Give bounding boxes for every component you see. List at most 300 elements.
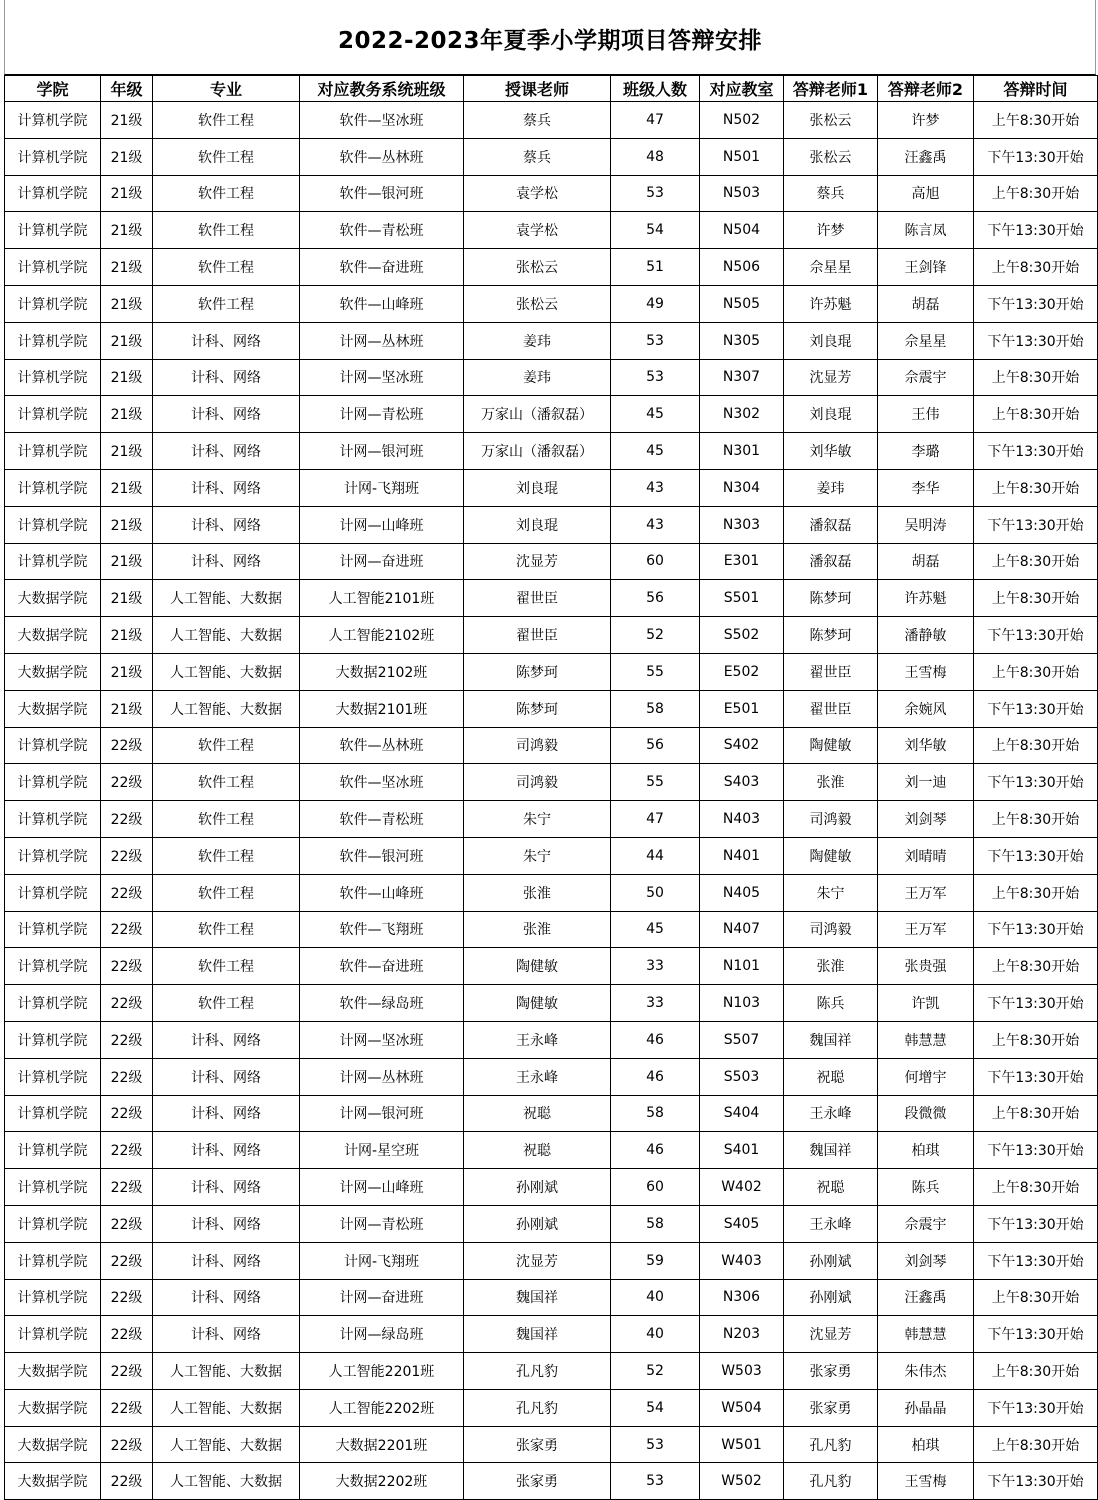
grade-cell: 21级 xyxy=(101,138,153,175)
column-header-grade: 年级 xyxy=(101,76,153,102)
teacher-cell: 张家勇 xyxy=(464,1426,611,1463)
classroom-cell: N103 xyxy=(700,985,784,1022)
defense-time-cell: 上午8:30开始 xyxy=(974,396,1098,433)
table-row xyxy=(5,1132,1098,1169)
examiner-1-cell: 翟世臣 xyxy=(784,653,878,690)
teacher-cell: 袁学松 xyxy=(464,212,611,249)
grade-cell: 21级 xyxy=(101,175,153,212)
table-row xyxy=(5,322,1098,359)
examiner-2-cell: 潘静敏 xyxy=(878,617,974,654)
table-row xyxy=(5,396,1098,433)
grade-cell: 21级 xyxy=(101,322,153,359)
college-cell: 计算机学院 xyxy=(5,874,101,911)
college-cell: 计算机学院 xyxy=(5,175,101,212)
defense-time-cell: 下午13:30开始 xyxy=(974,911,1098,948)
examiner-1-cell: 张家勇 xyxy=(784,1353,878,1390)
classroom-cell: N302 xyxy=(700,396,784,433)
table-row xyxy=(5,1169,1098,1206)
table-row xyxy=(5,837,1098,874)
column-header-examiner-1: 答辩老师1 xyxy=(784,76,878,102)
college-cell: 计算机学院 xyxy=(5,285,101,322)
college-cell: 大数据学院 xyxy=(5,690,101,727)
college-cell: 大数据学院 xyxy=(5,580,101,617)
class-cell: 软件—银河班 xyxy=(300,175,464,212)
table-row xyxy=(5,1463,1098,1500)
examiner-1-cell: 张松云 xyxy=(784,138,878,175)
teacher-cell: 姜玮 xyxy=(464,359,611,396)
examiner-2-cell: 李华 xyxy=(878,469,974,506)
major-cell: 软件工程 xyxy=(153,985,300,1022)
college-cell: 计算机学院 xyxy=(5,1205,101,1242)
teacher-cell: 祝聪 xyxy=(464,1132,611,1169)
defense-time-cell: 上午8:30开始 xyxy=(974,1353,1098,1390)
examiner-2-cell: 韩慧慧 xyxy=(878,1316,974,1353)
classroom-cell: N502 xyxy=(700,102,784,139)
examiner-2-cell: 王万军 xyxy=(878,874,974,911)
grade-cell: 22级 xyxy=(101,1389,153,1426)
table-row xyxy=(5,617,1098,654)
defense-time-cell: 下午13:30开始 xyxy=(974,322,1098,359)
table-row xyxy=(5,1095,1098,1132)
classroom-cell: E301 xyxy=(700,543,784,580)
table-row xyxy=(5,727,1098,764)
defense-time-cell: 上午8:30开始 xyxy=(974,359,1098,396)
examiner-1-cell: 张淮 xyxy=(784,948,878,985)
grade-cell: 22级 xyxy=(101,837,153,874)
teacher-cell: 司鸿毅 xyxy=(464,764,611,801)
examiner-2-cell: 王雪梅 xyxy=(878,1463,974,1500)
grade-cell: 22级 xyxy=(101,1132,153,1169)
teacher-cell: 王永峰 xyxy=(464,1021,611,1058)
major-cell: 人工智能、大数据 xyxy=(153,653,300,690)
table-row xyxy=(5,1021,1098,1058)
examiner-2-cell: 余婉风 xyxy=(878,690,974,727)
class-size-cell: 45 xyxy=(611,433,700,470)
class-cell: 人工智能2102班 xyxy=(300,617,464,654)
major-cell: 计科、网络 xyxy=(153,543,300,580)
major-cell: 软件工程 xyxy=(153,249,300,286)
major-cell: 计科、网络 xyxy=(153,1058,300,1095)
teacher-cell: 翟世臣 xyxy=(464,580,611,617)
classroom-cell: W403 xyxy=(700,1242,784,1279)
defense-time-cell: 上午8:30开始 xyxy=(974,1095,1098,1132)
examiner-1-cell: 魏国祥 xyxy=(784,1132,878,1169)
class-size-cell: 58 xyxy=(611,1095,700,1132)
major-cell: 计科、网络 xyxy=(153,1316,300,1353)
title-bar xyxy=(4,0,1096,75)
defense-time-cell: 下午13:30开始 xyxy=(974,764,1098,801)
teacher-cell: 陶健敏 xyxy=(464,948,611,985)
examiner-1-cell: 沈显芳 xyxy=(784,1316,878,1353)
classroom-cell: E501 xyxy=(700,690,784,727)
defense-time-cell: 下午13:30开始 xyxy=(974,617,1098,654)
college-cell: 计算机学院 xyxy=(5,1316,101,1353)
defense-time-cell: 下午13:30开始 xyxy=(974,1058,1098,1095)
classroom-cell: S507 xyxy=(700,1021,784,1058)
teacher-cell: 魏国祥 xyxy=(464,1279,611,1316)
examiner-2-cell: 陈言凤 xyxy=(878,212,974,249)
classroom-cell: N305 xyxy=(700,322,784,359)
classroom-cell: N503 xyxy=(700,175,784,212)
defense-time-cell: 上午8:30开始 xyxy=(974,874,1098,911)
column-header-college: 学院 xyxy=(5,76,101,102)
major-cell: 计科、网络 xyxy=(153,469,300,506)
examiner-2-cell: 段微微 xyxy=(878,1095,974,1132)
examiner-2-cell: 朱伟杰 xyxy=(878,1353,974,1390)
major-cell: 软件工程 xyxy=(153,285,300,322)
classroom-cell: N403 xyxy=(700,801,784,838)
class-cell: 大数据2101班 xyxy=(300,690,464,727)
examiner-2-cell: 刘剑琴 xyxy=(878,801,974,838)
college-cell: 计算机学院 xyxy=(5,138,101,175)
examiner-1-cell: 王永峰 xyxy=(784,1095,878,1132)
classroom-cell: N303 xyxy=(700,506,784,543)
class-cell: 软件—山峰班 xyxy=(300,285,464,322)
major-cell: 软件工程 xyxy=(153,727,300,764)
major-cell: 人工智能、大数据 xyxy=(153,1426,300,1463)
class-cell: 大数据2102班 xyxy=(300,653,464,690)
college-cell: 计算机学院 xyxy=(5,543,101,580)
class-cell: 计网—坚冰班 xyxy=(300,359,464,396)
table-row xyxy=(5,249,1098,286)
class-size-cell: 53 xyxy=(611,359,700,396)
examiner-2-cell: 王雪梅 xyxy=(878,653,974,690)
classroom-cell: W504 xyxy=(700,1389,784,1426)
examiner-2-cell: 许梦 xyxy=(878,102,974,139)
classroom-cell: S401 xyxy=(700,1132,784,1169)
defense-time-cell: 上午8:30开始 xyxy=(974,727,1098,764)
table-row xyxy=(5,469,1098,506)
class-size-cell: 46 xyxy=(611,1021,700,1058)
defense-time-cell: 上午8:30开始 xyxy=(974,580,1098,617)
examiner-1-cell: 姜玮 xyxy=(784,469,878,506)
teacher-cell: 陈梦珂 xyxy=(464,653,611,690)
grade-cell: 22级 xyxy=(101,1316,153,1353)
class-size-cell: 54 xyxy=(611,212,700,249)
grade-cell: 22级 xyxy=(101,948,153,985)
examiner-2-cell: 胡磊 xyxy=(878,285,974,322)
college-cell: 计算机学院 xyxy=(5,102,101,139)
class-cell: 计网-星空班 xyxy=(300,1132,464,1169)
class-size-cell: 33 xyxy=(611,948,700,985)
college-cell: 计算机学院 xyxy=(5,764,101,801)
major-cell: 人工智能、大数据 xyxy=(153,617,300,654)
classroom-cell: N203 xyxy=(700,1316,784,1353)
class-size-cell: 45 xyxy=(611,911,700,948)
college-cell: 计算机学院 xyxy=(5,1021,101,1058)
defense-time-cell: 下午13:30开始 xyxy=(974,138,1098,175)
major-cell: 计科、网络 xyxy=(153,1021,300,1058)
table-row xyxy=(5,1426,1098,1463)
examiner-2-cell: 柏琪 xyxy=(878,1132,974,1169)
grade-cell: 21级 xyxy=(101,212,153,249)
examiner-2-cell: 许苏魁 xyxy=(878,580,974,617)
classroom-cell: N304 xyxy=(700,469,784,506)
classroom-cell: W402 xyxy=(700,1169,784,1206)
class-cell: 大数据2202班 xyxy=(300,1463,464,1500)
major-cell: 软件工程 xyxy=(153,212,300,249)
college-cell: 计算机学院 xyxy=(5,1279,101,1316)
major-cell: 软件工程 xyxy=(153,175,300,212)
teacher-cell: 朱宁 xyxy=(464,837,611,874)
defense-time-cell: 下午13:30开始 xyxy=(974,1132,1098,1169)
grade-cell: 21级 xyxy=(101,653,153,690)
table-row xyxy=(5,212,1098,249)
examiner-2-cell: 陈兵 xyxy=(878,1169,974,1206)
classroom-cell: N401 xyxy=(700,837,784,874)
classroom-cell: N506 xyxy=(700,249,784,286)
table-row xyxy=(5,543,1098,580)
class-cell: 软件—奋进班 xyxy=(300,948,464,985)
college-cell: 大数据学院 xyxy=(5,1463,101,1500)
classroom-cell: W501 xyxy=(700,1426,784,1463)
grade-cell: 21级 xyxy=(101,249,153,286)
table-body xyxy=(5,102,1098,1500)
examiner-1-cell: 孙刚斌 xyxy=(784,1279,878,1316)
class-cell: 计网—青松班 xyxy=(300,1205,464,1242)
examiner-2-cell: 刘华敏 xyxy=(878,727,974,764)
class-cell: 软件—坚冰班 xyxy=(300,102,464,139)
teacher-cell: 翟世臣 xyxy=(464,617,611,654)
class-size-cell: 58 xyxy=(611,690,700,727)
grade-cell: 22级 xyxy=(101,1242,153,1279)
examiner-2-cell: 许凯 xyxy=(878,985,974,1022)
class-size-cell: 47 xyxy=(611,102,700,139)
examiner-1-cell: 刘良琨 xyxy=(784,322,878,359)
college-cell: 计算机学院 xyxy=(5,322,101,359)
examiner-1-cell: 陈兵 xyxy=(784,985,878,1022)
college-cell: 计算机学院 xyxy=(5,212,101,249)
grade-cell: 21级 xyxy=(101,506,153,543)
classroom-cell: N504 xyxy=(700,212,784,249)
table-row xyxy=(5,359,1098,396)
defense-time-cell: 下午13:30开始 xyxy=(974,1242,1098,1279)
grade-cell: 21级 xyxy=(101,433,153,470)
class-cell: 计网—丛林班 xyxy=(300,322,464,359)
class-cell: 计网—山峰班 xyxy=(300,506,464,543)
table-row xyxy=(5,1389,1098,1426)
defense-time-cell: 上午8:30开始 xyxy=(974,801,1098,838)
class-cell: 计网-飞翔班 xyxy=(300,469,464,506)
college-cell: 计算机学院 xyxy=(5,433,101,470)
defense-time-cell: 下午13:30开始 xyxy=(974,690,1098,727)
grade-cell: 21级 xyxy=(101,469,153,506)
teacher-cell: 沈显芳 xyxy=(464,543,611,580)
classroom-cell: S403 xyxy=(700,764,784,801)
class-size-cell: 53 xyxy=(611,1426,700,1463)
teacher-cell: 陈梦珂 xyxy=(464,690,611,727)
major-cell: 人工智能、大数据 xyxy=(153,1463,300,1500)
column-header-examiner-2: 答辩老师2 xyxy=(878,76,974,102)
class-cell: 软件—飞翔班 xyxy=(300,911,464,948)
grade-cell: 21级 xyxy=(101,580,153,617)
examiner-1-cell: 张淮 xyxy=(784,764,878,801)
table-row xyxy=(5,175,1098,212)
class-cell: 计网—绿岛班 xyxy=(300,1316,464,1353)
major-cell: 计科、网络 xyxy=(153,1279,300,1316)
teacher-cell: 刘良琨 xyxy=(464,506,611,543)
table-row xyxy=(5,948,1098,985)
grade-cell: 22级 xyxy=(101,1205,153,1242)
college-cell: 大数据学院 xyxy=(5,1389,101,1426)
teacher-cell: 王永峰 xyxy=(464,1058,611,1095)
teacher-cell: 孔凡豹 xyxy=(464,1389,611,1426)
classroom-cell: S501 xyxy=(700,580,784,617)
class-size-cell: 45 xyxy=(611,396,700,433)
class-size-cell: 60 xyxy=(611,543,700,580)
class-cell: 计网—山峰班 xyxy=(300,1169,464,1206)
major-cell: 软件工程 xyxy=(153,837,300,874)
grade-cell: 22级 xyxy=(101,1021,153,1058)
class-cell: 软件—山峰班 xyxy=(300,874,464,911)
major-cell: 人工智能、大数据 xyxy=(153,1353,300,1390)
examiner-1-cell: 陈梦珂 xyxy=(784,617,878,654)
table-row xyxy=(5,506,1098,543)
class-size-cell: 53 xyxy=(611,1463,700,1500)
classroom-cell: S404 xyxy=(700,1095,784,1132)
table-row xyxy=(5,1205,1098,1242)
class-size-cell: 55 xyxy=(611,764,700,801)
major-cell: 软件工程 xyxy=(153,948,300,985)
table-row xyxy=(5,1279,1098,1316)
college-cell: 计算机学院 xyxy=(5,801,101,838)
defense-time-cell: 上午8:30开始 xyxy=(974,1169,1098,1206)
table-row xyxy=(5,433,1098,470)
defense-time-cell: 下午13:30开始 xyxy=(974,433,1098,470)
major-cell: 软件工程 xyxy=(153,138,300,175)
major-cell: 软件工程 xyxy=(153,801,300,838)
classroom-cell: N301 xyxy=(700,433,784,470)
table-row xyxy=(5,801,1098,838)
defense-time-cell: 上午8:30开始 xyxy=(974,1021,1098,1058)
examiner-1-cell: 许梦 xyxy=(784,212,878,249)
grade-cell: 22级 xyxy=(101,1353,153,1390)
examiner-1-cell: 翟世臣 xyxy=(784,690,878,727)
college-cell: 计算机学院 xyxy=(5,469,101,506)
college-cell: 大数据学院 xyxy=(5,1353,101,1390)
page-title: 2022-2023年夏季小学期项目答辩安排 xyxy=(337,27,763,54)
grade-cell: 22级 xyxy=(101,1058,153,1095)
class-cell: 软件—青松班 xyxy=(300,212,464,249)
major-cell: 计科、网络 xyxy=(153,359,300,396)
college-cell: 大数据学院 xyxy=(5,617,101,654)
examiner-2-cell: 韩慧慧 xyxy=(878,1021,974,1058)
examiner-2-cell: 汪鑫禹 xyxy=(878,138,974,175)
class-size-cell: 47 xyxy=(611,801,700,838)
college-cell: 计算机学院 xyxy=(5,359,101,396)
teacher-cell: 张家勇 xyxy=(464,1463,611,1500)
classroom-cell: N307 xyxy=(700,359,784,396)
column-header-defense-time: 答辩时间 xyxy=(974,76,1098,102)
table-row xyxy=(5,1242,1098,1279)
class-size-cell: 56 xyxy=(611,580,700,617)
college-cell: 计算机学院 xyxy=(5,1169,101,1206)
examiner-1-cell: 蔡兵 xyxy=(784,175,878,212)
college-cell: 计算机学院 xyxy=(5,1058,101,1095)
class-cell: 软件—奋进班 xyxy=(300,249,464,286)
grade-cell: 21级 xyxy=(101,690,153,727)
classroom-cell: N101 xyxy=(700,948,784,985)
major-cell: 计科、网络 xyxy=(153,1242,300,1279)
college-cell: 计算机学院 xyxy=(5,948,101,985)
examiner-2-cell: 王剑锋 xyxy=(878,249,974,286)
examiner-1-cell: 祝聪 xyxy=(784,1169,878,1206)
examiner-1-cell: 张松云 xyxy=(784,102,878,139)
classroom-cell: W502 xyxy=(700,1463,784,1500)
table-row xyxy=(5,1353,1098,1390)
major-cell: 计科、网络 xyxy=(153,1095,300,1132)
examiner-2-cell: 孙晶晶 xyxy=(878,1389,974,1426)
examiner-1-cell: 潘叙磊 xyxy=(784,543,878,580)
major-cell: 软件工程 xyxy=(153,764,300,801)
defense-time-cell: 上午8:30开始 xyxy=(974,102,1098,139)
examiner-1-cell: 陶健敏 xyxy=(784,837,878,874)
examiner-1-cell: 王永峰 xyxy=(784,1205,878,1242)
examiner-1-cell: 陶健敏 xyxy=(784,727,878,764)
teacher-cell: 蔡兵 xyxy=(464,138,611,175)
examiner-1-cell: 潘叙磊 xyxy=(784,506,878,543)
college-cell: 计算机学院 xyxy=(5,396,101,433)
college-cell: 计算机学院 xyxy=(5,1095,101,1132)
teacher-cell: 张松云 xyxy=(464,285,611,322)
major-cell: 计科、网络 xyxy=(153,1169,300,1206)
class-size-cell: 53 xyxy=(611,322,700,359)
column-header-teacher: 授课老师 xyxy=(464,76,611,102)
teacher-cell: 陶健敏 xyxy=(464,985,611,1022)
grade-cell: 21级 xyxy=(101,102,153,139)
examiner-1-cell: 沈显芳 xyxy=(784,359,878,396)
examiner-2-cell: 李璐 xyxy=(878,433,974,470)
major-cell: 人工智能、大数据 xyxy=(153,1389,300,1426)
class-size-cell: 56 xyxy=(611,727,700,764)
major-cell: 人工智能、大数据 xyxy=(153,580,300,617)
classroom-cell: S502 xyxy=(700,617,784,654)
examiner-2-cell: 何增宇 xyxy=(878,1058,974,1095)
grade-cell: 21级 xyxy=(101,396,153,433)
college-cell: 计算机学院 xyxy=(5,1242,101,1279)
class-size-cell: 53 xyxy=(611,175,700,212)
examiner-2-cell: 佘震宇 xyxy=(878,359,974,396)
classroom-cell: N501 xyxy=(700,138,784,175)
class-size-cell: 46 xyxy=(611,1058,700,1095)
column-header-class: 对应教务系统班级 xyxy=(300,76,464,102)
teacher-cell: 张淮 xyxy=(464,911,611,948)
class-size-cell: 58 xyxy=(611,1205,700,1242)
defense-time-cell: 下午13:30开始 xyxy=(974,212,1098,249)
defense-time-cell: 下午13:30开始 xyxy=(974,285,1098,322)
examiner-1-cell: 刘良琨 xyxy=(784,396,878,433)
grade-cell: 22级 xyxy=(101,1279,153,1316)
class-size-cell: 33 xyxy=(611,985,700,1022)
college-cell: 计算机学院 xyxy=(5,506,101,543)
classroom-cell: S402 xyxy=(700,727,784,764)
grade-cell: 22级 xyxy=(101,985,153,1022)
class-cell: 计网—银河班 xyxy=(300,1095,464,1132)
defense-time-cell: 下午13:30开始 xyxy=(974,1463,1098,1500)
class-size-cell: 51 xyxy=(611,249,700,286)
class-cell: 软件—丛林班 xyxy=(300,727,464,764)
class-size-cell: 43 xyxy=(611,469,700,506)
class-cell: 软件—丛林班 xyxy=(300,138,464,175)
header-row xyxy=(5,76,1098,102)
class-cell: 大数据2201班 xyxy=(300,1426,464,1463)
schedule-table xyxy=(4,75,1098,1500)
major-cell: 软件工程 xyxy=(153,102,300,139)
college-cell: 计算机学院 xyxy=(5,911,101,948)
class-cell: 计网—青松班 xyxy=(300,396,464,433)
major-cell: 计科、网络 xyxy=(153,1205,300,1242)
college-cell: 大数据学院 xyxy=(5,653,101,690)
